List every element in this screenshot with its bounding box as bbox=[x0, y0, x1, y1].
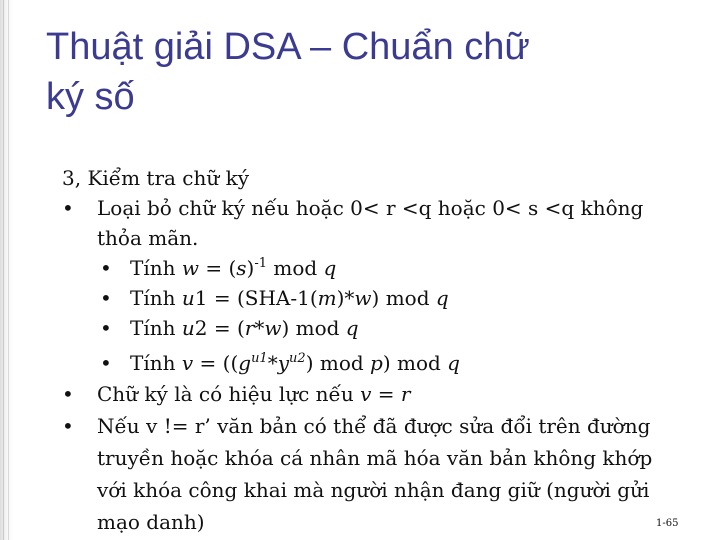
exponent: -1 bbox=[254, 256, 268, 271]
sub-bullet-4 bbox=[130, 351, 460, 377]
var-m: m bbox=[317, 286, 337, 310]
bullet-1-line-2: thỏa mãn. bbox=[97, 226, 199, 250]
text: )* bbox=[336, 286, 355, 310]
bullet-marker: • bbox=[62, 196, 74, 220]
text: Tính bbox=[130, 351, 182, 375]
sub-bullet-2 bbox=[130, 286, 449, 312]
var-v: v bbox=[181, 351, 194, 375]
text: * bbox=[254, 316, 265, 340]
sub-bullet-marker: • bbox=[100, 351, 112, 375]
text: ) mod bbox=[382, 351, 448, 375]
sub-bullet-marker: • bbox=[100, 286, 112, 310]
var-r: r bbox=[400, 382, 411, 406]
text: * bbox=[267, 351, 278, 375]
bullet-3-line-2: truyền hoặc khóa cá nhân mã hóa văn bản không khớp bbox=[97, 446, 653, 470]
text: ) mod bbox=[371, 286, 436, 310]
bullet-marker: • bbox=[62, 382, 74, 406]
var-g: g bbox=[238, 351, 252, 375]
sub-bullet-1 bbox=[130, 256, 336, 282]
var-y: y bbox=[277, 351, 290, 375]
sub-bullet-3 bbox=[130, 316, 359, 342]
text: ) bbox=[246, 256, 255, 280]
text: = bbox=[371, 382, 401, 406]
exponent-u1: u1 bbox=[251, 351, 268, 366]
section-heading: 3, Kiểm tra chữ ký bbox=[62, 166, 250, 190]
bullet-3-line-3: với khóa công khai mà người nhận đang giữ (người gửi bbox=[97, 478, 650, 502]
var-v: v bbox=[360, 382, 372, 406]
var-u: u bbox=[181, 286, 195, 310]
text: Tính bbox=[130, 286, 182, 310]
bullet-3-line-4: mạo danh) bbox=[97, 510, 205, 534]
text: 2 = ( bbox=[194, 316, 245, 340]
var-q: q bbox=[447, 351, 460, 375]
text: Tính bbox=[130, 316, 182, 340]
var-p: p bbox=[370, 351, 383, 375]
sub-bullet-marker: • bbox=[100, 256, 112, 280]
var-r: r bbox=[244, 316, 255, 340]
var-w: w bbox=[354, 286, 372, 310]
text: = ( bbox=[198, 256, 237, 280]
text: ) mod bbox=[305, 351, 371, 375]
text: = (( bbox=[193, 351, 239, 375]
var-q: q bbox=[323, 256, 337, 280]
sub-bullet-marker: • bbox=[100, 316, 112, 340]
title-line-1: Thuật giải DSA – Chuẩn chữ bbox=[46, 26, 530, 68]
text: Tính bbox=[130, 256, 182, 280]
var-u: u bbox=[181, 316, 195, 340]
text: ) mod bbox=[281, 316, 346, 340]
var-w: w bbox=[181, 256, 199, 280]
var-w: w bbox=[264, 316, 282, 340]
var-s: s bbox=[236, 256, 247, 280]
bullet-1-line-1: Loại bỏ chữ ký nếu hoặc 0< r <q hoặc 0< s <q không bbox=[97, 196, 644, 220]
page-number: 1-65 bbox=[656, 518, 679, 529]
text: Chữ ký là có hiệu lực nếu bbox=[97, 382, 361, 406]
var-q: q bbox=[345, 316, 359, 340]
text: mod bbox=[267, 256, 324, 280]
exponent-u2: u2 bbox=[289, 351, 306, 366]
bullet-2 bbox=[97, 382, 410, 408]
bullet-3-line-1: Nếu v != r’ văn bản có thể đã được sửa đổi trên đường bbox=[97, 414, 651, 438]
text: 1 = (SHA-1( bbox=[194, 286, 318, 310]
var-q: q bbox=[435, 286, 449, 310]
bullet-marker: • bbox=[62, 414, 74, 438]
title-line-2: ký số bbox=[46, 76, 135, 118]
